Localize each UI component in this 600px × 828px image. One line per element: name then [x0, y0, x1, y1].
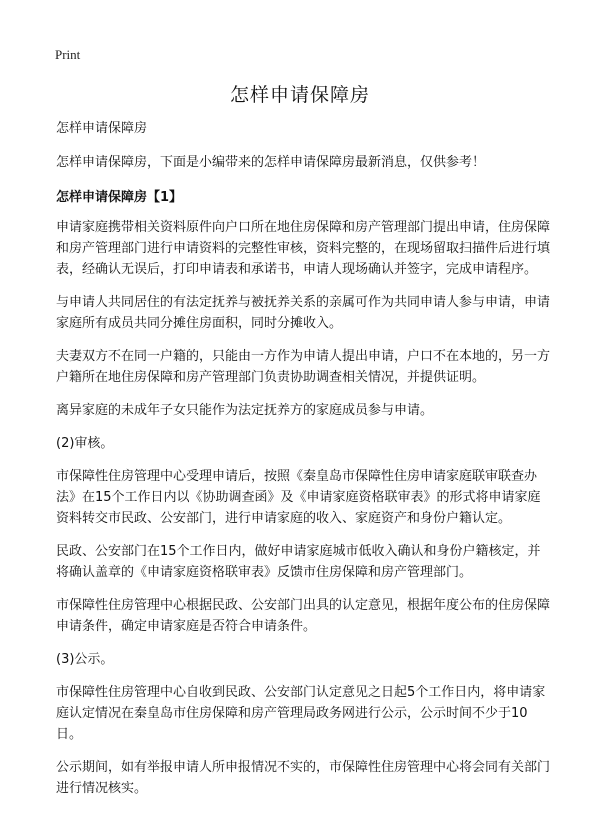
paragraph-application-materials: 申请家庭携带相关资料原件向户口所在地住房保障和房产管理部门提出申请，住房保障和房产管理部门进行申请资料的完整性审核，资料完整的，在现场留取扫描件后进行填表，经确认无误后，打印申请表和承诺书，申请人现场确认并签字，完成申请程序。 — [56, 220, 551, 277]
step-heading-review: (2)审核。 — [56, 436, 114, 451]
article-intro: 怎样申请保障房，下面是小编带来的怎样申请保障房最新消息，仅供参考！ — [56, 155, 486, 170]
paragraph-civil-affairs-check: 民政、公安部门在15个工作日内，做好申请家庭城市低收入确认和身份户籍核定，并将确认盖章的《申请家庭资格联审表》反馈市住房保障和房产管理部门。 — [56, 544, 541, 580]
page-title: 怎样申请保障房 — [229, 84, 370, 106]
paragraph-publicity-process: 市保障性住房管理中心自收到民政、公安部门认定意见之日起5个工作日内，将申请家庭认定情况在秦皇岛市住房保障和房产管理局政务网进行公示，公示时间不少于10日。 — [56, 685, 546, 742]
paragraph-publicity-complaints: 公示期间，如有举报申请人所申报情况不实的，市保障性住房管理中心将会同有关部门进行情况核实。 — [56, 760, 551, 796]
paragraph-review-process: 市保障性住房管理中心受理申请后，按照《秦皇岛市保障性住房申请家庭联审联查办法》在15个工作日内以《协助调查函》及《申请家庭资格联审表》的形式将申请家庭资料转交市民政、公安部门，进行申请家庭的收入、家庭资产和身份户籍认定。 — [56, 469, 541, 526]
paragraph-eligibility-decision: 市保障性住房管理中心根据民政、公安部门出具的认定意见，根据年度公布的住房保障申请条件，确定申请家庭是否符合申请条件。 — [56, 598, 551, 634]
print-link[interactable]: Print — [55, 47, 81, 62]
paragraph-co-applicants: 与申请人共同居住的有法定抚养与被抚养关系的亲属可作为共同申请人参与申请，申请家庭所有成员共同分摊住房面积，同时分摊收入。 — [56, 295, 551, 331]
article-subtitle: 怎样申请保障房 — [56, 121, 148, 136]
step-heading-publicity: (3)公示。 — [56, 652, 114, 667]
paragraph-spouses-household: 夫妻双方不在同一户籍的，只能由一方作为申请人提出申请，户口不在本地的，另一方户籍所在地住房保障和房产管理部门负责协助调查相关情况，并提供证明。 — [56, 349, 551, 385]
article-body — [56, 118, 550, 811]
paragraph-divorced-families: 离异家庭的未成年子女只能作为法定抚养方的家庭成员参与申请。 — [56, 403, 434, 418]
section-heading: 怎样申请保障房【1】 — [56, 190, 183, 205]
